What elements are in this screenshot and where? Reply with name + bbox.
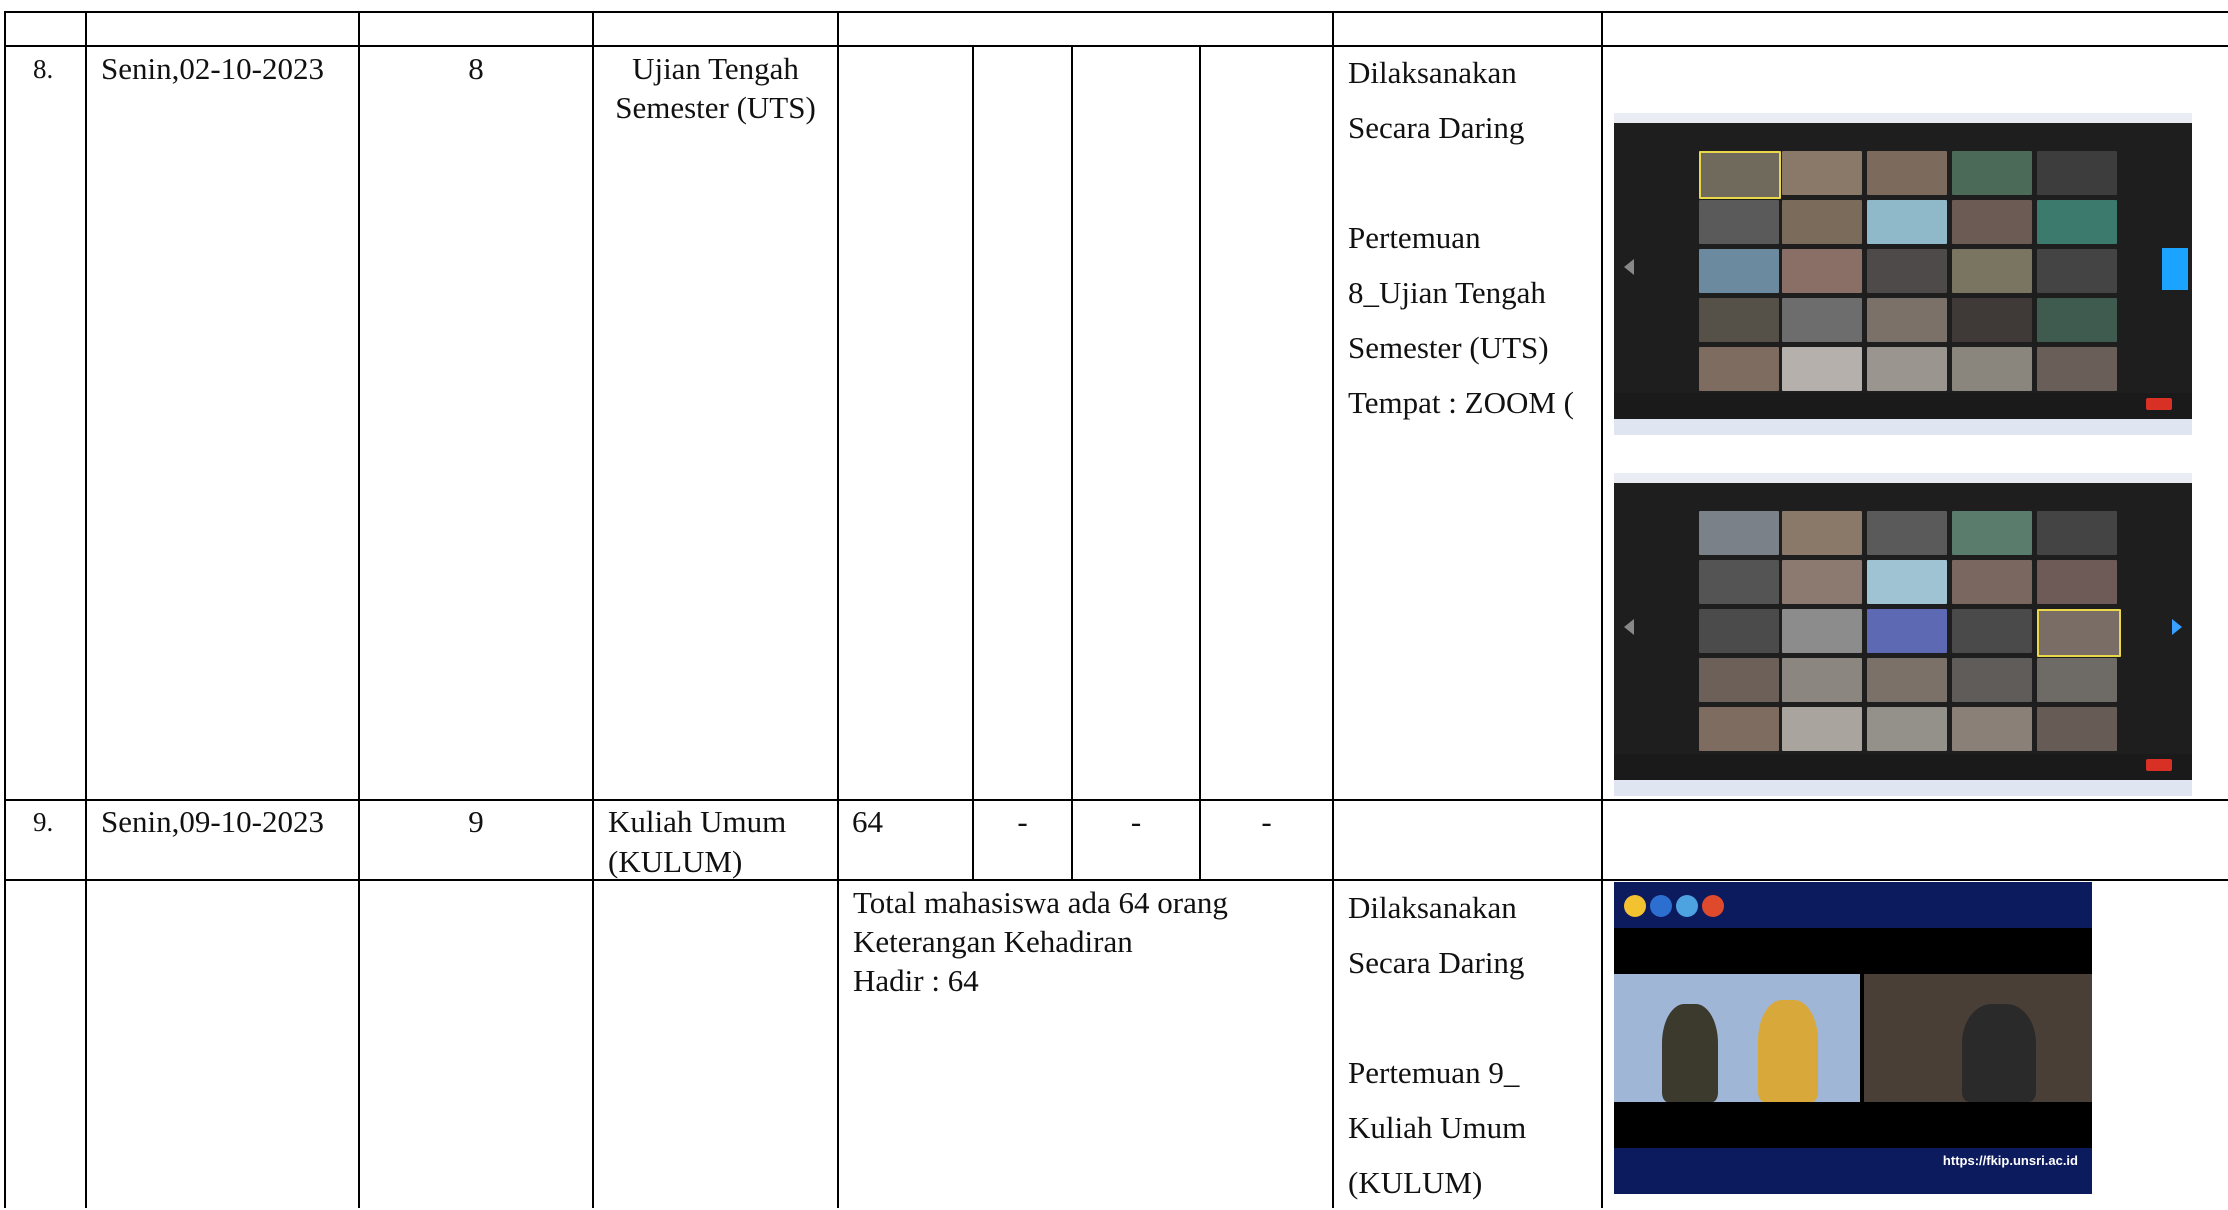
ministry-logo-icon — [1650, 895, 1672, 917]
row-9-present-count: 64 — [852, 804, 883, 839]
row-9-meeting: 9 — [468, 804, 484, 839]
next-page-icon — [2162, 248, 2188, 290]
summary-attendance-label: Keterangan Kehadiran — [853, 924, 1133, 959]
row-9-date: Senin,09-10-2023 — [101, 804, 325, 839]
window-titlebar — [1614, 113, 2192, 123]
row-line-header-bottom — [4, 45, 2228, 47]
row-9-attendance-cell: - — [1261, 804, 1272, 839]
row-8-topic-line-1: Ujian Tengah — [632, 51, 799, 86]
zoom-meeting-screenshot-2 — [1614, 473, 2192, 796]
row-8-note-line: Pertemuan — [1348, 220, 1481, 255]
participant-tile — [1867, 560, 1947, 604]
participant-tile — [1782, 200, 1862, 244]
row-8-number: 8. — [33, 54, 54, 84]
participant-tile — [1867, 707, 1947, 751]
participant-tile — [1952, 707, 2032, 751]
stage-video-panel — [1614, 974, 1860, 1102]
participant-tile — [1867, 151, 1947, 195]
row-8-note-line: Secara Daring — [1348, 110, 1525, 145]
row-8-date: Senin,02-10-2023 — [101, 51, 325, 86]
row-line-9-bottom — [4, 879, 2228, 881]
participant-tile — [1782, 707, 1862, 751]
participant-tile — [1867, 298, 1947, 342]
participant-tile — [1867, 249, 1947, 293]
participant-tile — [1782, 658, 1862, 702]
previous-page-icon — [1624, 259, 1634, 275]
participant-tile — [2037, 151, 2117, 195]
participant-tile — [1699, 511, 1779, 555]
participant-tile — [1952, 249, 2032, 293]
col-line-6 — [1601, 11, 1603, 1208]
participant-tile — [2037, 511, 2117, 555]
speaker-camera-panel — [1864, 974, 2092, 1102]
participant-tile — [1867, 347, 1947, 391]
participant-tile — [2037, 298, 2117, 342]
participant-tile — [1867, 511, 1947, 555]
participant-tile — [1699, 151, 1781, 199]
row-line-top — [4, 11, 2228, 13]
row-9-note-line: Pertemuan 9_ — [1348, 1055, 1520, 1090]
leave-button — [2146, 398, 2172, 410]
speaker-figure — [1662, 1004, 1718, 1102]
participant-tile — [2037, 707, 2117, 751]
row-8-meeting: 8 — [468, 51, 484, 86]
participant-tile — [1867, 609, 1947, 653]
participant-tile — [1699, 298, 1779, 342]
row-8-note-line: 8_Ujian Tengah — [1348, 275, 1546, 310]
participant-tile — [1699, 560, 1779, 604]
windows-taskbar — [1614, 780, 2192, 796]
row-9-number: 9. — [33, 807, 54, 837]
participant-tile — [1952, 298, 2032, 342]
participant-tile — [1782, 511, 1862, 555]
participant-tile — [1699, 658, 1779, 702]
row-line-8-bottom — [4, 799, 2228, 801]
next-page-icon — [2172, 619, 2182, 635]
participant-tile — [1699, 609, 1779, 653]
row-9-note-line: Secara Daring — [1348, 945, 1525, 980]
row-9-attendance-cell: - — [1017, 804, 1028, 839]
participant-tile — [1699, 200, 1779, 244]
university-logo-icon — [1624, 895, 1646, 917]
zoom-control-bar — [1614, 754, 2192, 780]
col-line-3 — [592, 11, 594, 1208]
participant-tile — [1867, 200, 1947, 244]
zoom-control-bar — [1614, 393, 2192, 419]
participant-tile — [2037, 609, 2121, 657]
participant-tile — [1699, 249, 1779, 293]
row-8-note-line: Semester (UTS) — [1348, 330, 1549, 365]
col-line-att-2 — [1071, 45, 1073, 880]
participant-tile — [1952, 511, 2032, 555]
row-9-topic-line-2: (KULUM) — [608, 844, 743, 879]
participant-tile — [2037, 658, 2117, 702]
participant-tile — [1952, 200, 2032, 244]
row-9-attendance-cell: - — [1130, 804, 1142, 839]
participant-tile — [1782, 347, 1862, 391]
zoom-meeting-screenshot-1 — [1614, 113, 2192, 435]
row-8-topic-line-2: Semester (UTS) — [615, 90, 816, 125]
participant-tile — [1952, 609, 2032, 653]
campus-logo-icon — [1676, 895, 1698, 917]
speaker-figure — [1962, 1004, 2036, 1102]
col-line-2 — [358, 11, 360, 1208]
row-9-note-line: Kuliah Umum — [1348, 1110, 1527, 1145]
row-8-note-line: Tempat : ZOOM ( — [1348, 385, 1574, 420]
participant-tile — [1699, 707, 1779, 751]
event-logo-icon — [1702, 895, 1724, 917]
window-titlebar — [1614, 473, 2192, 483]
col-line-1 — [85, 11, 87, 1208]
participant-tile — [1952, 151, 2032, 195]
row-9-topic-line-1: Kuliah Umum — [608, 804, 787, 839]
summary-total-students: Total mahasiswa ada 64 orang — [853, 885, 1228, 920]
row-9-note-line: (KULUM) — [1348, 1165, 1483, 1200]
speaker-figure — [1758, 1000, 1818, 1102]
previous-page-icon — [1624, 619, 1634, 635]
leave-button — [2146, 759, 2172, 771]
row-8-note-line: Dilaksanakan — [1348, 55, 1517, 90]
participant-tile — [1782, 151, 1862, 195]
participant-tile — [1699, 347, 1779, 391]
windows-taskbar — [1614, 419, 2192, 435]
col-line-att-1 — [972, 45, 974, 880]
participant-tile — [1952, 560, 2032, 604]
participant-tile — [1782, 249, 1862, 293]
col-line-4 — [837, 11, 839, 1208]
col-line-0 — [4, 11, 6, 1208]
kuliah-umum-livestream-screenshot — [1614, 882, 2092, 1194]
participant-tile — [1952, 658, 2032, 702]
participant-tile — [1867, 658, 1947, 702]
col-line-5 — [1332, 11, 1334, 1208]
participant-tile — [2037, 560, 2117, 604]
participant-tile — [2037, 347, 2117, 391]
participant-tile — [2037, 200, 2117, 244]
row-9-note-line: Dilaksanakan — [1348, 890, 1517, 925]
col-line-att-3 — [1199, 45, 1201, 880]
participant-tile — [1782, 298, 1862, 342]
participant-tile — [1782, 609, 1862, 653]
participant-tile — [1952, 347, 2032, 391]
summary-present-count: Hadir : 64 — [853, 963, 979, 998]
stream-url: https://fkip.unsri.ac.id — [1942, 1153, 2078, 1168]
participant-tile — [2037, 249, 2117, 293]
participant-tile — [1782, 560, 1862, 604]
